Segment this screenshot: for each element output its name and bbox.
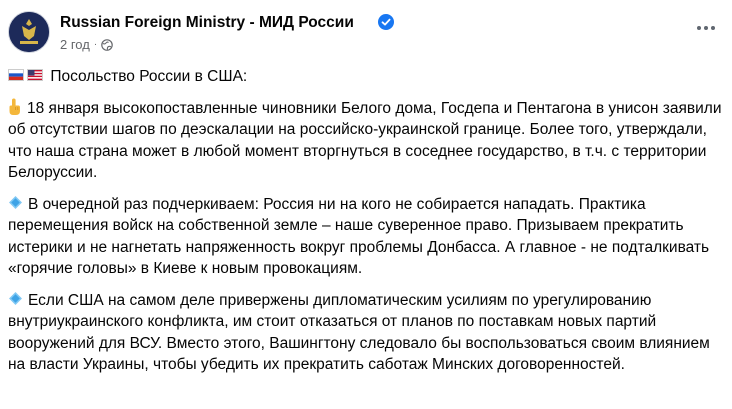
post-body	[8, 66, 724, 386]
intro-line	[8, 66, 724, 88]
post-header	[8, 8, 724, 60]
paragraph-2-text: В очередной раз подчеркиваем: Россия ни на кого не собирается нападать. Практика перемещения войск на собственной земле – наше суверенное право. Призываем прекратить истерики и не нагнетать напряженность вокруг проблемы Донбасса. А главное - не подталкивать «горячие головы» в Киеве к новым провокациям.	[8, 195, 710, 277]
small-blue-diamond-icon	[9, 196, 22, 209]
small-blue-diamond-icon	[9, 292, 22, 305]
post-meta	[60, 37, 113, 52]
paragraph-3-text: Если США на самом деле привержены дипломатическим усилиям по урегулированию внутриукраинского конфликта, им стоит отказаться от планов по поставкам новых партий вооружений для ВСУ. Вместо этого, Вашингтону следовало бы воспользоваться своим влиянием на власти Украины, чтобы убедить их прекратить саботаж Минских договоренностей.	[8, 291, 710, 373]
globe-icon	[101, 39, 113, 51]
more-dot-icon	[697, 26, 701, 30]
paragraph-1-text: 18 января высокопоставленные чиновники Белого дома, Госдепа и Пентагона в унисон заявили об отсутствии шагов по деэскалации на российско-украинской границе. Более того, утверждали, что наша страна может в любой момент вторгнуться в соседнее государство, в т.ч. с территории Белоруссии.	[8, 99, 722, 181]
russia-flag-icon	[8, 69, 24, 81]
more-dot-icon	[704, 26, 708, 30]
avatar[interactable]	[8, 11, 50, 53]
more-options-button[interactable]	[692, 18, 720, 38]
intro-text: Посольство России в США:	[50, 68, 248, 85]
paragraph-1	[8, 98, 724, 184]
page-name[interactable]: Russian Foreign Ministry - МИД России	[60, 14, 354, 31]
verified-badge-icon	[378, 14, 394, 30]
paragraph-2	[8, 194, 724, 280]
separator-dot: ·	[93, 39, 98, 50]
pointing-up-hand-icon	[8, 98, 21, 116]
paragraph-3	[8, 290, 724, 376]
more-dot-icon	[711, 26, 715, 30]
timestamp[interactable]: 2 год	[60, 37, 90, 52]
usa-flag-icon	[27, 69, 43, 81]
